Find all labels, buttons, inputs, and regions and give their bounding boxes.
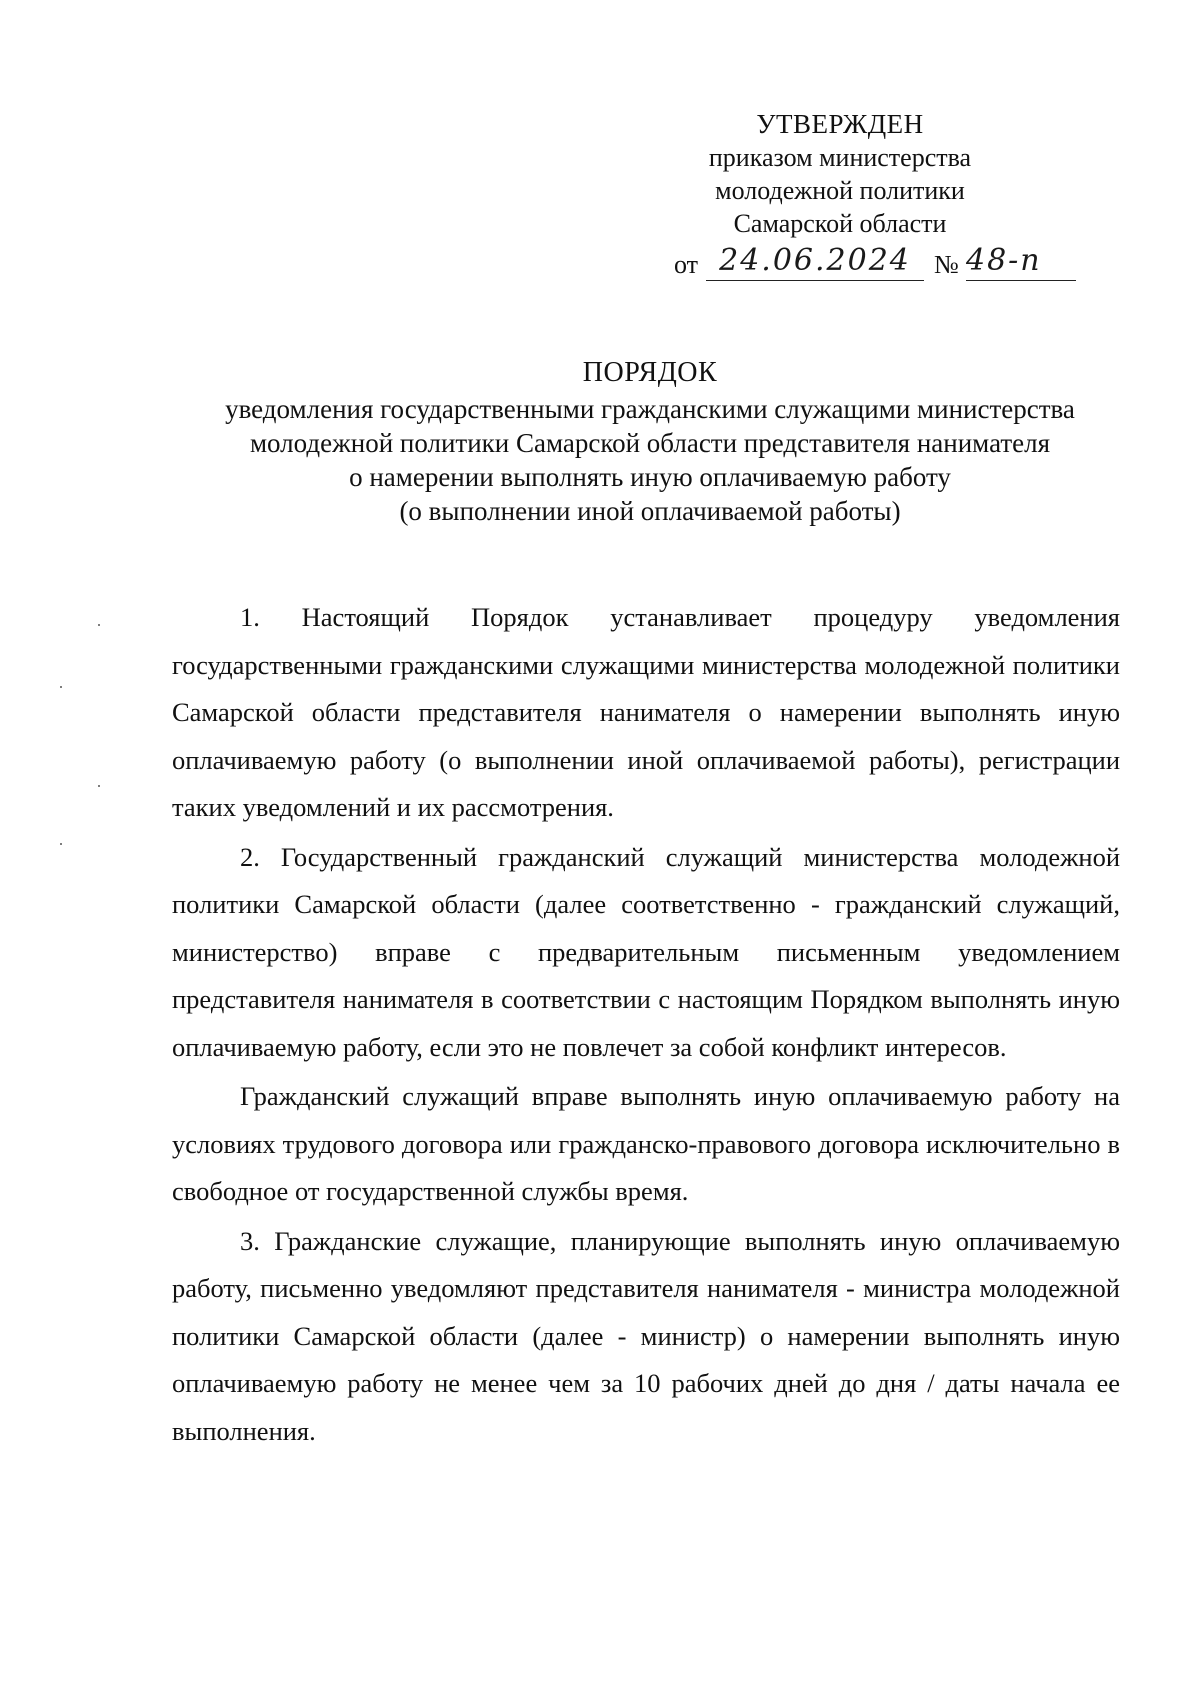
- document-title-block: [140, 356, 1160, 528]
- approval-stamp: [660, 108, 1042, 284]
- handwritten-date: 24.06.2024: [706, 242, 924, 281]
- handwritten-order-number: 48-п: [966, 242, 1076, 281]
- scan-speck: [60, 686, 62, 688]
- paragraph: 2. Государственный гражданский служащий министерства молодежной политики Самарской области (далее соответственно - гражданский служащий, министерство) вправе с предварительным письменным уведомлением представителя нанимателя в соответствии с настоящим Порядком выполнять иную оплачиваемую работу, если это не повлечет за собой конфликт интересов.: [172, 841, 1120, 1062]
- approval-date-line: [660, 242, 1042, 284]
- document-subtitle-line: молодежной политики Самарской области представителя нанимателя: [249, 428, 1051, 458]
- paragraph: 1. Настоящий Порядок устанавливает процедуру уведомления государственными гражданскими служащими министерства молодежной политики Самарской области представителя нанимателя о намерении выполнять иную оплачиваемую работу (о выполнении иной оплачиваемой работы), регистрации таких уведомлений и их рассмотрения.: [172, 602, 1120, 822]
- approval-line: молодежной политики: [715, 176, 965, 205]
- document-body: [172, 594, 1120, 1455]
- scan-speck: [98, 785, 100, 787]
- date-prefix: от: [674, 250, 699, 279]
- document-heading: ПОРЯДОК: [582, 357, 718, 388]
- number-sign: №: [934, 250, 959, 279]
- paragraph: Гражданский служащий вправе выполнять иную оплачиваемую работу на условиях трудового договора или гражданско-правового договора исключительно в свободное от государственной службы время.: [172, 1081, 1120, 1206]
- paragraph: 3. Гражданские служащие, планирующие выполнять иную оплачиваемую работу, письменно уведомляют представителя нанимателя - министра молодежной политики Самарской области (далее - министр) о намерении выполнять иную оплачиваемую работу не менее чем за 10 рабочих дней до дня / даты начала ее выполнения.: [172, 1225, 1120, 1446]
- document-subtitle-line: уведомления государственными гражданскими служащими министерства: [225, 394, 1075, 424]
- scan-speck: [98, 624, 100, 626]
- document-subtitle-line: о намерении выполнять иную оплачиваемую работу: [349, 462, 951, 492]
- scan-speck: [60, 843, 62, 845]
- approval-line: Самарской области: [733, 209, 947, 238]
- approval-title: УТВЕРЖДЕН: [756, 109, 924, 139]
- document-subtitle-line: (о выполнении иной оплачиваемой работы): [399, 496, 901, 526]
- approval-line: приказом министерства: [708, 143, 972, 172]
